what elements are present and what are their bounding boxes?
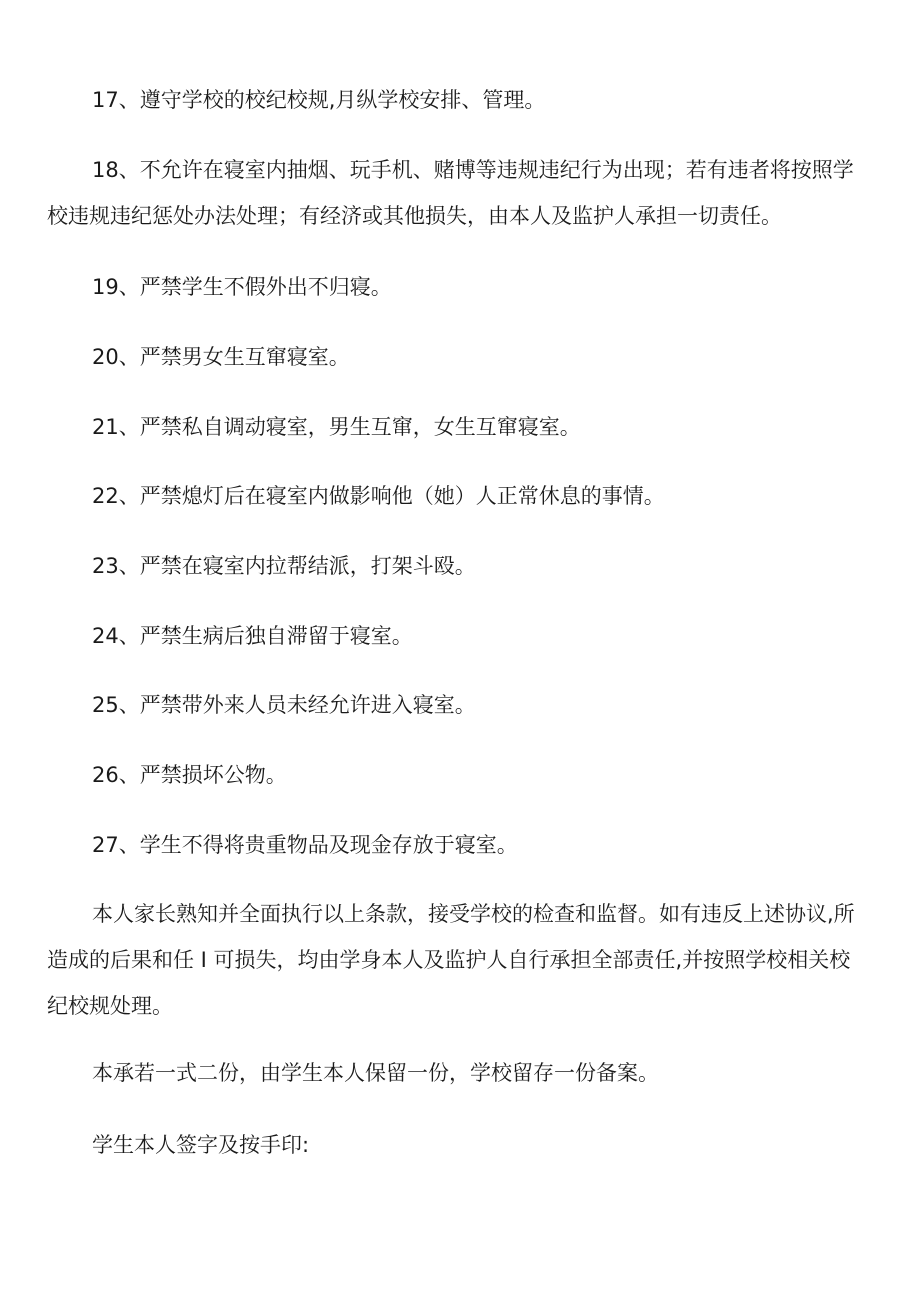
- rule-item-24: 24、严禁生病后独自滞留于寝室。: [92, 624, 413, 648]
- rule-item-19: 19、严禁学生不假外出不归寝。: [92, 275, 392, 299]
- statement-line-2: 造成的后果和任 I 可损失，均由学身本人及监护人自行承担全部责任,并按照学校相关校: [47, 948, 851, 972]
- copies-note: 本承若一式二份，由学生本人保留一份，学校留存一份备案。: [92, 1061, 659, 1085]
- rule-item-20: 20、严禁男女生互窜寝室。: [92, 345, 350, 369]
- rule-item-25: 25、严禁带外来人员未经允许进入寝室。: [92, 693, 476, 717]
- rule-item-27: 27、学生不得将贵重物品及现金存放于寝室。: [92, 833, 518, 857]
- rule-item-23: 23、严禁在寝室内拉帮结派，打架斗殴。: [92, 554, 476, 578]
- rule-item-18-line2: 校违规违纪惩处办法处理；有经济或其他损失，由本人及监护人承担一切责任。: [47, 204, 782, 228]
- rule-item-26: 26、严禁损坏公物。: [92, 763, 287, 787]
- rule-item-18-line1: 18、不允许在寝室内抽烟、玩手机、赌博等违规违纪行为出现；若有违者将按照学: [92, 158, 854, 182]
- rule-item-17: 17、遵守学校的校纪校规,月纵学校安排、管理。: [92, 88, 546, 112]
- rule-item-22: 22、严禁熄灯后在寝室内做影响他（她）人正常休息的事情。: [92, 484, 665, 508]
- statement-line-3: 纪校规处理。: [47, 994, 173, 1018]
- rule-item-21: 21、严禁私自调动寝室，男生互窜，女生互窜寝室。: [92, 415, 581, 439]
- signature-label: 学生本人签字及按手印:: [92, 1133, 310, 1157]
- statement-line-1: 本人家长熟知并全面执行以上条款，接受学校的检查和监督。如有违反上述协议,所: [92, 902, 855, 926]
